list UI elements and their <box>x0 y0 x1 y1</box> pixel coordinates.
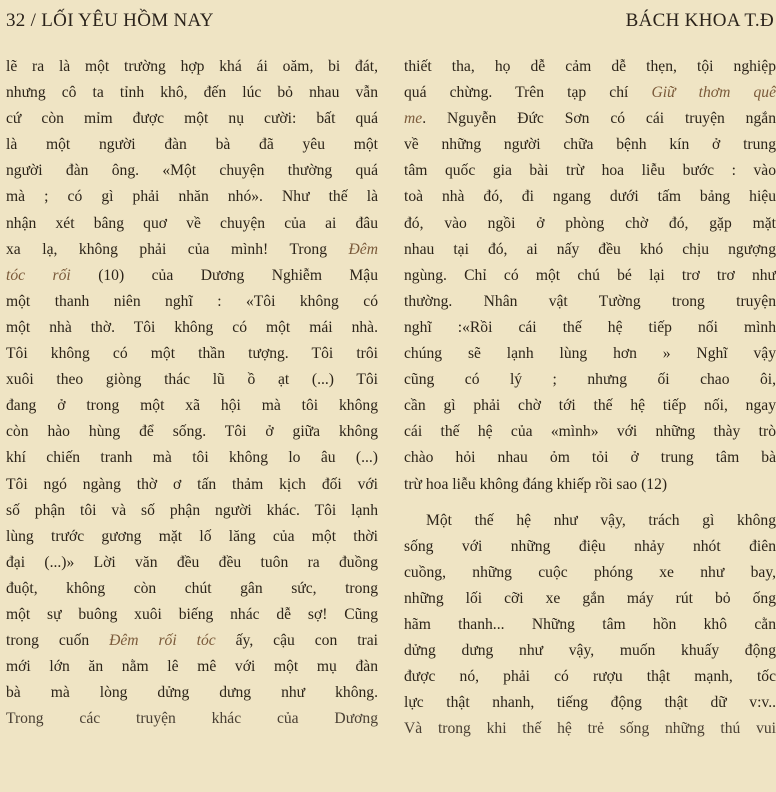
text-line: một sự buông xuôi biếng nhác dễ sợ! Cũng <box>6 605 378 623</box>
text-line: lẽ ra là một trường hợp khá ái oăm, bi đát, <box>6 58 378 75</box>
text-line: đại (...)» Lời văn đều đều tuôn ra đuồng <box>6 553 378 571</box>
line-text: trong cuốn <box>6 632 90 650</box>
text-line: những lối cỡi xe gắn máy rút bỏ ống <box>404 589 776 607</box>
page-bottom-shade <box>0 764 776 792</box>
text-line: được nó, phải có rượu thật mạnh, tốc <box>404 668 776 686</box>
text-line: một nhà thờ. Tôi không có một mái nhà. <box>6 318 378 336</box>
text-line: một thanh niên nghĩ : «Tôi không có <box>6 292 378 310</box>
text-line: ngùng. Chỉ có một chú bé lại trơ trơ như <box>404 266 776 284</box>
text-line: cái thế hệ của «mình» với những thày trò <box>404 423 776 441</box>
text-line: là một người đàn bà đã yêu một <box>6 136 378 154</box>
text-line <box>404 80 776 106</box>
text-line: Một thế hệ như vậy, trách gì không <box>426 511 776 529</box>
magazine-title: Giữ thơm quê <box>651 84 776 102</box>
right-column <box>404 54 776 742</box>
text-line: nghĩ :«Rồi cái thế hệ tiếp nối mình <box>404 318 776 336</box>
text-line <box>6 237 378 263</box>
text-line: chúng sẽ lạnh lùng hơn » Nghĩ vậy <box>404 345 776 363</box>
text-line: còn hào hùng để sống. Tôi ở giữa không <box>6 423 378 441</box>
text-line: Tôi không có một thần tượng. Tôi trôi <box>6 345 378 363</box>
line-text: . Nguyễn Đức Sơn có cái truyện ngắn <box>422 110 776 128</box>
book-title: Đêm rối tóc <box>109 632 216 650</box>
text-line: nhau tại đó, ai nấy đều khó chịu ngượng <box>404 240 776 258</box>
line-text: xa lạ, không phải của mình! Trong <box>6 240 328 258</box>
text-line: toà nhà đó, đi ngang dưới tấm bảng hiệu <box>404 188 776 206</box>
text-line: cũng có lý ; nhưng ối chao ôi, <box>404 371 776 389</box>
text-line <box>6 628 378 654</box>
text-line: lùng trước gương mặt lố lăng của một thời <box>6 527 378 545</box>
text-line: lực thật nhanh, tiếng động thật dữ v:v.. <box>404 694 776 712</box>
text-line: cuồng, những cuộc phóng xe như bay, <box>404 563 776 581</box>
left-column <box>6 54 378 732</box>
text-line: thường. Nhân vật Tường trong truyện <box>404 292 776 310</box>
text-line: dửng dưng như vậy, muốn khuấy động <box>404 642 776 660</box>
book-title: Đêm <box>348 240 378 258</box>
line-text: quá chừng. Trên tạp chí <box>404 84 629 102</box>
text-line: nhận xét bâng quơ về chuyện của ai đâu <box>6 214 378 232</box>
text-line <box>6 263 378 289</box>
magazine-title: me <box>404 110 423 128</box>
text-line: đang ở trong một xã hội mà tôi không <box>6 397 378 415</box>
text-line: xuôi theo giòng thác lũ ồ ạt (...) Tôi <box>6 371 378 389</box>
book-title: tóc rối <box>6 266 71 284</box>
text-line: khí chiến tranh mà tôi không lo âu (...) <box>6 449 378 467</box>
text-line <box>404 106 776 132</box>
text-line: Và trong khi thế hệ trẻ sống những thú vui <box>404 720 776 738</box>
text-line: hãm thanh... Những tâm hồn khô cằn <box>404 615 776 633</box>
text-line: mà ; có gì phải nhăn nhó». Như thế là <box>6 188 378 206</box>
page-header <box>6 10 774 40</box>
line-text: ấy, cậu con trai <box>235 632 378 650</box>
text-line: mới lớn ăn nằm lê mê với một mụ đàn <box>6 658 378 676</box>
text-line: cần gì phải chờ tới thế hệ tiếp nối, ngay <box>404 397 776 415</box>
page-number-title: 32 / LỐI YÊU HỒM NAY <box>6 10 214 31</box>
text-line: đó, vào ngồi ở phòng chờ đó, gặp mặt <box>404 214 776 232</box>
line-text: (10) của Dương Nghiễm Mậu <box>98 266 378 284</box>
text-line: số phận tôi và số phận người khác. Tôi lạnh <box>6 501 378 519</box>
text-line: trừ hoa liễu không đáng khiếp rồi sao (12) <box>404 475 668 493</box>
journal-name: BÁCH KHOA T.Đ <box>625 10 774 31</box>
text-line: người đàn ông. «Một chuyện thường quá <box>6 162 378 180</box>
text-line: nhưng cô ta tỉnh khô, đến lúc bỏ nhau vẫn <box>6 84 378 102</box>
text-line: thiết tha, họ dễ cảm dễ thẹn, tội nghiệp <box>404 58 776 75</box>
text-line: tâm quốc gia bài trừ hoa liễu bước : vào <box>404 162 776 180</box>
text-line: cứ còn mỉm được một nụ cười: bất quá <box>6 110 378 128</box>
text-line: chào hỏi nhau ỏm tỏi ở trung tâm bà <box>404 449 776 467</box>
text-line: về những người chữa bệnh kín ở trung <box>404 136 776 154</box>
text-line: Trong các truyện khác của Dương <box>6 710 378 728</box>
text-line: Tôi ngó ngàng thờ ơ tấn thảm kịch đối với <box>6 475 378 493</box>
text-line: sống với những điệu nhảy nhót điên <box>404 537 776 555</box>
text-line: bà mà lòng dửng dưng như không. <box>6 684 378 702</box>
text-line: đuột, không còn chút gân sức, trong <box>6 579 378 597</box>
